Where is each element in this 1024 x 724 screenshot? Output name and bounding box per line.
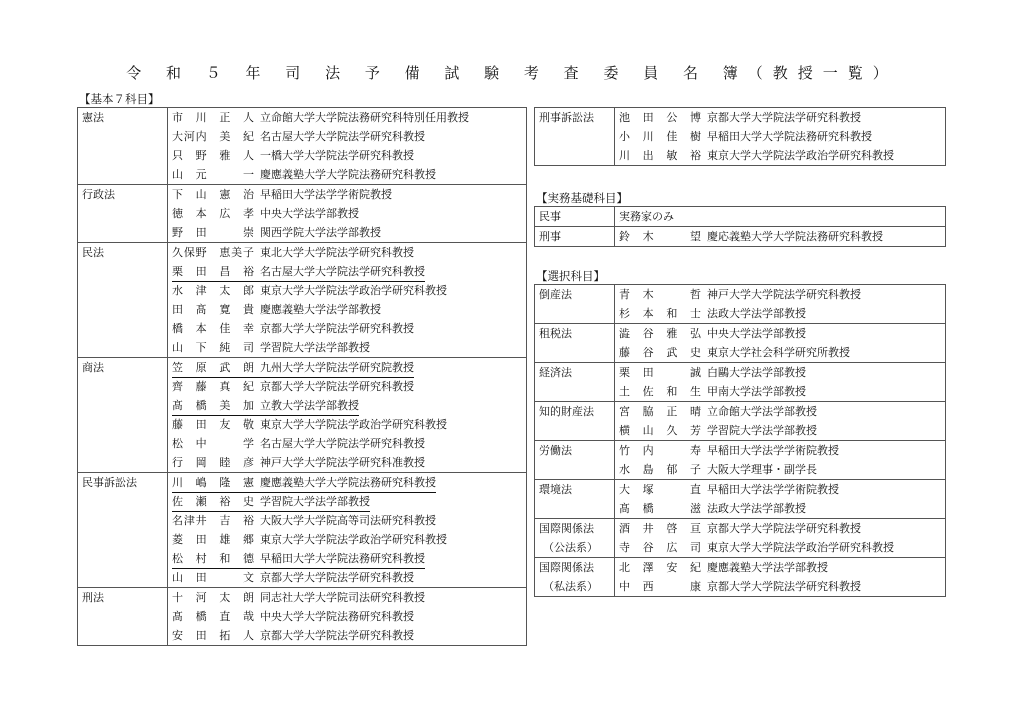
members-cell <box>615 363 946 402</box>
table-row <box>535 363 946 402</box>
person-entry <box>619 127 941 146</box>
section-label-practical: 【実務基礎科目】 <box>536 191 628 205</box>
person-name: 田 髙 寛 貴 <box>172 303 254 316</box>
person-entry <box>172 549 522 568</box>
subject-label: 民事訴訟法 <box>82 476 137 489</box>
person-affiliation: 東京大学大学院法学政治学研究科教授 <box>260 418 447 431</box>
table-row <box>535 558 946 597</box>
person-name: 大河内 美 紀 <box>172 130 254 143</box>
person-affiliation: 東京大学大学院法学政治学研究科教授 <box>707 149 894 162</box>
members-cell <box>168 243 527 358</box>
table-row <box>78 473 527 588</box>
person-entry <box>172 588 522 607</box>
person-entry <box>619 343 941 362</box>
person-name: 髙 橋 美 加 <box>172 398 254 412</box>
person-affiliation: 学習院大学法学部教授 <box>260 494 370 508</box>
subject-cell: 刑事訴訟法 <box>535 108 615 166</box>
person-affiliation: 一橋大学大学院法学研究科教授 <box>260 149 414 162</box>
person-name: 安 田 拓 人 <box>172 629 254 642</box>
person-name: 山 田 文 <box>172 571 254 584</box>
subject-cell <box>78 185 168 243</box>
person-name: 大 塚 直 <box>619 483 701 496</box>
person-entry <box>172 338 522 357</box>
person-affiliation: 京都大学大学院法学研究科教授 <box>707 580 861 593</box>
table-row <box>535 227 946 247</box>
subject-cell <box>535 558 615 597</box>
person-entry <box>619 558 941 577</box>
table-row <box>535 108 946 166</box>
members-cell <box>615 558 946 597</box>
person-name: 水 津 太 郎 <box>172 284 254 297</box>
person-affiliation: 慶應義塾大学法学部教授 <box>707 561 828 574</box>
members-cell <box>615 480 946 519</box>
subject-label: 環境法 <box>539 483 572 496</box>
members-cell <box>168 588 527 646</box>
person-entry <box>172 300 522 319</box>
person-affiliation: 立教大学法学部教授 <box>260 398 359 412</box>
members-cell <box>168 358 527 473</box>
person-affiliation: 慶應義塾大学法学部教授 <box>260 303 381 316</box>
subject-cell <box>535 402 615 441</box>
subject-label: 労働法 <box>539 444 572 457</box>
person-affiliation: 京都大学大学院法学研究科教授 <box>260 322 414 335</box>
person-affiliation: 関西学院大学法学部教授 <box>260 226 381 239</box>
person-name: 寺 谷 広 司 <box>619 541 701 554</box>
person-entry <box>619 460 941 479</box>
members-cell <box>615 324 946 363</box>
person-entry <box>172 262 522 281</box>
table-row <box>535 441 946 480</box>
person-name: 竹 内 寿 <box>619 444 701 457</box>
members-cell <box>168 473 527 588</box>
subject-cell <box>535 363 615 402</box>
person-entry <box>172 492 522 511</box>
person-name: 齊 藤 真 紀 <box>172 380 254 393</box>
person-name: 山 元 一 <box>172 168 254 181</box>
person-name: 中 西 康 <box>619 580 701 593</box>
person-name: 佐 瀬 裕 史 <box>172 494 254 508</box>
person-name: 青 木 哲 <box>619 288 701 301</box>
person-entry <box>172 415 522 434</box>
table-row <box>535 207 946 227</box>
person-entry <box>172 607 522 626</box>
person-name: 髙 橋 滋 <box>619 502 701 515</box>
person-name: 山 下 純 司 <box>172 340 254 354</box>
table-row <box>535 402 946 441</box>
person-affiliation: 早稲田大学法学学術院教授 <box>260 188 392 201</box>
person-entry <box>172 108 522 127</box>
person-name: 川 嶋 隆 憲 <box>172 475 254 489</box>
table-row <box>78 358 527 473</box>
person-affiliation: 早稲田大学法学学術院教授 <box>707 444 839 457</box>
person-affiliation: 東京大学大学院法学政治学研究科教授 <box>260 284 447 297</box>
person-entry <box>172 434 522 453</box>
table-row <box>78 243 527 358</box>
person-affiliation: 中央大学法学部教授 <box>707 327 806 340</box>
person-affiliation: 早稲田大学大学院法務研究科教授 <box>260 551 425 565</box>
person-entry <box>172 568 522 587</box>
person-affiliation: 京都大学大学院法学研究科教授 <box>707 111 861 124</box>
subject-label: 経済法 <box>539 366 572 379</box>
table-row <box>78 185 527 243</box>
subject-label: 民法 <box>82 246 104 259</box>
person-name: 行 岡 睦 彦 <box>172 455 254 469</box>
person-name: 杉 本 和 士 <box>619 307 701 320</box>
person-entry <box>172 281 522 300</box>
person-entry <box>619 402 941 421</box>
subject-label: 国際関係法 <box>539 522 594 535</box>
person-affiliation: 大阪大学理事・副学長 <box>707 463 817 476</box>
person-entry <box>619 324 941 343</box>
person-entry <box>172 626 522 645</box>
person-name: 髙 橋 直 哉 <box>172 610 254 623</box>
person-affiliation: 早稲田大学大学院法務研究科教授 <box>707 130 872 143</box>
members-cell <box>615 108 946 166</box>
table-row <box>78 588 527 646</box>
person-entry <box>172 530 522 549</box>
person-name: 名津井 吉 裕 <box>172 514 254 527</box>
person-name: 小 川 佳 樹 <box>619 130 701 143</box>
page-title: 令 和 ５ 年 司 法 予 備 試 験 考 査 委 員 名 簿（教授一覧） <box>126 64 898 82</box>
members-cell <box>615 402 946 441</box>
person-name: 川 出 敏 裕 <box>619 149 701 162</box>
person-name: 水 島 郁 子 <box>619 463 701 476</box>
person-name: 野 田 崇 <box>172 226 254 239</box>
person-affiliation: 慶応義塾大学大学院法務研究科教授 <box>707 230 883 243</box>
person-entry <box>619 421 941 440</box>
person-name: 土 佐 和 生 <box>619 385 701 398</box>
person-name: 徳 本 広 孝 <box>172 207 254 220</box>
person-affiliation: 慶應義塾大学大学院法務研究科教授 <box>260 168 436 181</box>
person-affiliation: 同志社大学大学院司法研究科教授 <box>260 591 425 604</box>
table-row <box>535 519 946 558</box>
person-name: 栗 田 昌 裕 <box>172 264 254 278</box>
person-affiliation: 早稲田大学法学学術院教授 <box>707 483 839 496</box>
person-name: 鈴 木 望 <box>619 230 701 243</box>
person-entry <box>172 165 522 184</box>
subject-cell <box>535 441 615 480</box>
subject-cell <box>535 480 615 519</box>
person-name: 久保野 恵美子 <box>172 246 254 259</box>
table-row <box>535 480 946 519</box>
person-affiliation: 甲南大学法学部教授 <box>707 385 806 398</box>
person-entry <box>172 146 522 165</box>
subject-cell <box>78 108 168 185</box>
section-label-basic: 【基本７科目】 <box>79 92 160 106</box>
person-entry <box>619 441 941 460</box>
members-cell <box>615 227 946 247</box>
section-label-elective: 【選択科目】 <box>536 269 605 283</box>
person-name: 藤 谷 武 史 <box>619 346 701 359</box>
person-affiliation: 法政大学法学部教授 <box>707 502 806 515</box>
person-entry <box>619 382 941 401</box>
practitioner-note: 実務家のみ <box>619 210 674 223</box>
person-entry <box>172 243 522 262</box>
table-row <box>535 324 946 363</box>
person-name: 橋 本 佳 幸 <box>172 322 254 335</box>
basic-subjects-table <box>77 107 527 646</box>
person-entry <box>172 511 522 530</box>
person-entry <box>172 185 522 204</box>
person-name: 北 澤 安 紀 <box>619 561 701 574</box>
person-name: 藤 田 友 敬 <box>172 418 254 431</box>
person-entry <box>172 319 522 338</box>
person-entry <box>172 473 522 492</box>
person-entry <box>172 223 522 242</box>
person-name: 澁 谷 雅 弘 <box>619 327 701 340</box>
subject-label: 租税法 <box>539 327 572 340</box>
subject-sublabel: （私法系） <box>543 580 598 593</box>
person-entry <box>619 363 941 382</box>
person-affiliation: 中央大学大学院法務研究科教授 <box>260 610 414 623</box>
members-cell <box>615 285 946 324</box>
practical-subjects-table <box>534 206 946 247</box>
person-name: 栗 田 誠 <box>619 366 701 379</box>
person-entry <box>172 127 522 146</box>
subject-cell <box>535 324 615 363</box>
subject-label: 行政法 <box>82 188 115 201</box>
members-cell <box>615 519 946 558</box>
elective-subjects-table <box>534 284 946 597</box>
person-entry <box>172 358 522 377</box>
person-entry <box>619 538 941 557</box>
person-affiliation: 白鷗大学法学部教授 <box>707 366 806 379</box>
person-name: 酒 井 啓 亘 <box>619 522 701 535</box>
subject-label: 知的財産法 <box>539 405 594 418</box>
person-name: 池 田 公 博 <box>619 111 701 124</box>
person-affiliation: 神戸大学大学院法学研究科教授 <box>707 288 861 301</box>
subject-cell <box>78 243 168 358</box>
subject-label: 国際関係法 <box>539 561 594 574</box>
person-affiliation: 東北大学大学院法学研究科教授 <box>260 246 414 259</box>
subject-label: 商法 <box>82 361 104 374</box>
person-name: 笠 原 武 朗 <box>172 360 254 374</box>
person-affiliation: 京都大学大学院法学研究科教授 <box>260 629 414 642</box>
criminal-procedure-table <box>534 107 946 166</box>
table-row <box>78 108 527 185</box>
person-affiliation: 神戸大学大学院法学研究科准教授 <box>260 455 425 469</box>
person-entry <box>619 304 941 323</box>
person-affiliation: 学習院大学法学部教授 <box>707 424 817 437</box>
person-entry <box>619 480 941 499</box>
person-entry <box>172 453 522 472</box>
person-entry <box>172 377 522 396</box>
members-cell <box>168 108 527 185</box>
person-name: 下 山 憲 治 <box>172 188 254 201</box>
subject-cell <box>78 473 168 588</box>
person-entry <box>619 499 941 518</box>
person-affiliation: 東京大学社会科学研究所教授 <box>707 346 850 359</box>
members-cell <box>615 207 946 227</box>
person-affiliation: 名古屋大学大学院法学研究科教授 <box>260 437 425 450</box>
person-entry <box>619 519 941 538</box>
subject-label: 憲法 <box>82 111 104 124</box>
person-affiliation: 立命館大学法学部教授 <box>707 405 817 418</box>
person-affiliation: 九州大学大学院法学研究院教授 <box>260 360 414 374</box>
person-entry <box>619 285 941 304</box>
person-name: 十 河 太 朗 <box>172 591 254 604</box>
person-entry <box>172 204 522 223</box>
person-entry <box>619 146 941 165</box>
subject-cell <box>78 358 168 473</box>
subject-cell <box>535 519 615 558</box>
person-entry <box>619 227 941 246</box>
person-entry <box>172 396 522 415</box>
person-affiliation: 法政大学法学部教授 <box>707 307 806 320</box>
subject-label: 倒産法 <box>539 288 572 301</box>
person-affiliation: 京都大学大学院法学研究科教授 <box>260 380 414 393</box>
person-affiliation: 京都大学大学院法学研究科教授 <box>707 522 861 535</box>
subject-sublabel: （公法系） <box>543 541 598 554</box>
table-row <box>535 285 946 324</box>
person-affiliation: 名古屋大学大学院法学研究科教授 <box>260 264 425 278</box>
person-name: 菱 田 雄 郷 <box>172 533 254 546</box>
person-affiliation: 東京大学大学院法学政治学研究科教授 <box>260 533 447 546</box>
members-cell <box>615 441 946 480</box>
person-affiliation: 立命館大学大学院法務研究科特別任用教授 <box>260 111 469 124</box>
person-entry <box>619 577 941 596</box>
person-affiliation: 慶應義塾大学大学院法務研究科教授 <box>260 475 436 489</box>
person-name: 松 中 学 <box>172 437 254 450</box>
person-affiliation: 東京大学大学院法学政治学研究科教授 <box>707 541 894 554</box>
person-affiliation: 大阪大学大学院高等司法研究科教授 <box>260 514 436 527</box>
members-cell <box>168 185 527 243</box>
subject-cell: 民事 <box>535 207 615 227</box>
person-name: 松 村 和 德 <box>172 551 254 565</box>
person-affiliation: 中央大学法学部教授 <box>260 207 359 220</box>
person-name: 只 野 雅 人 <box>172 149 254 162</box>
person-affiliation: 京都大学大学院法学研究科教授 <box>260 571 414 584</box>
subject-cell <box>535 285 615 324</box>
person-name: 横 山 久 芳 <box>619 424 701 437</box>
subject-cell: 刑事 <box>535 227 615 247</box>
subject-cell <box>78 588 168 646</box>
person-affiliation: 名古屋大学大学院法学研究科教授 <box>260 130 425 143</box>
person-affiliation: 学習院大学法学部教授 <box>260 340 370 354</box>
person-name: 宮 脇 正 晴 <box>619 405 701 418</box>
person-name: 市 川 正 人 <box>172 111 254 124</box>
person-entry <box>619 108 941 127</box>
subject-label: 刑法 <box>82 591 104 604</box>
